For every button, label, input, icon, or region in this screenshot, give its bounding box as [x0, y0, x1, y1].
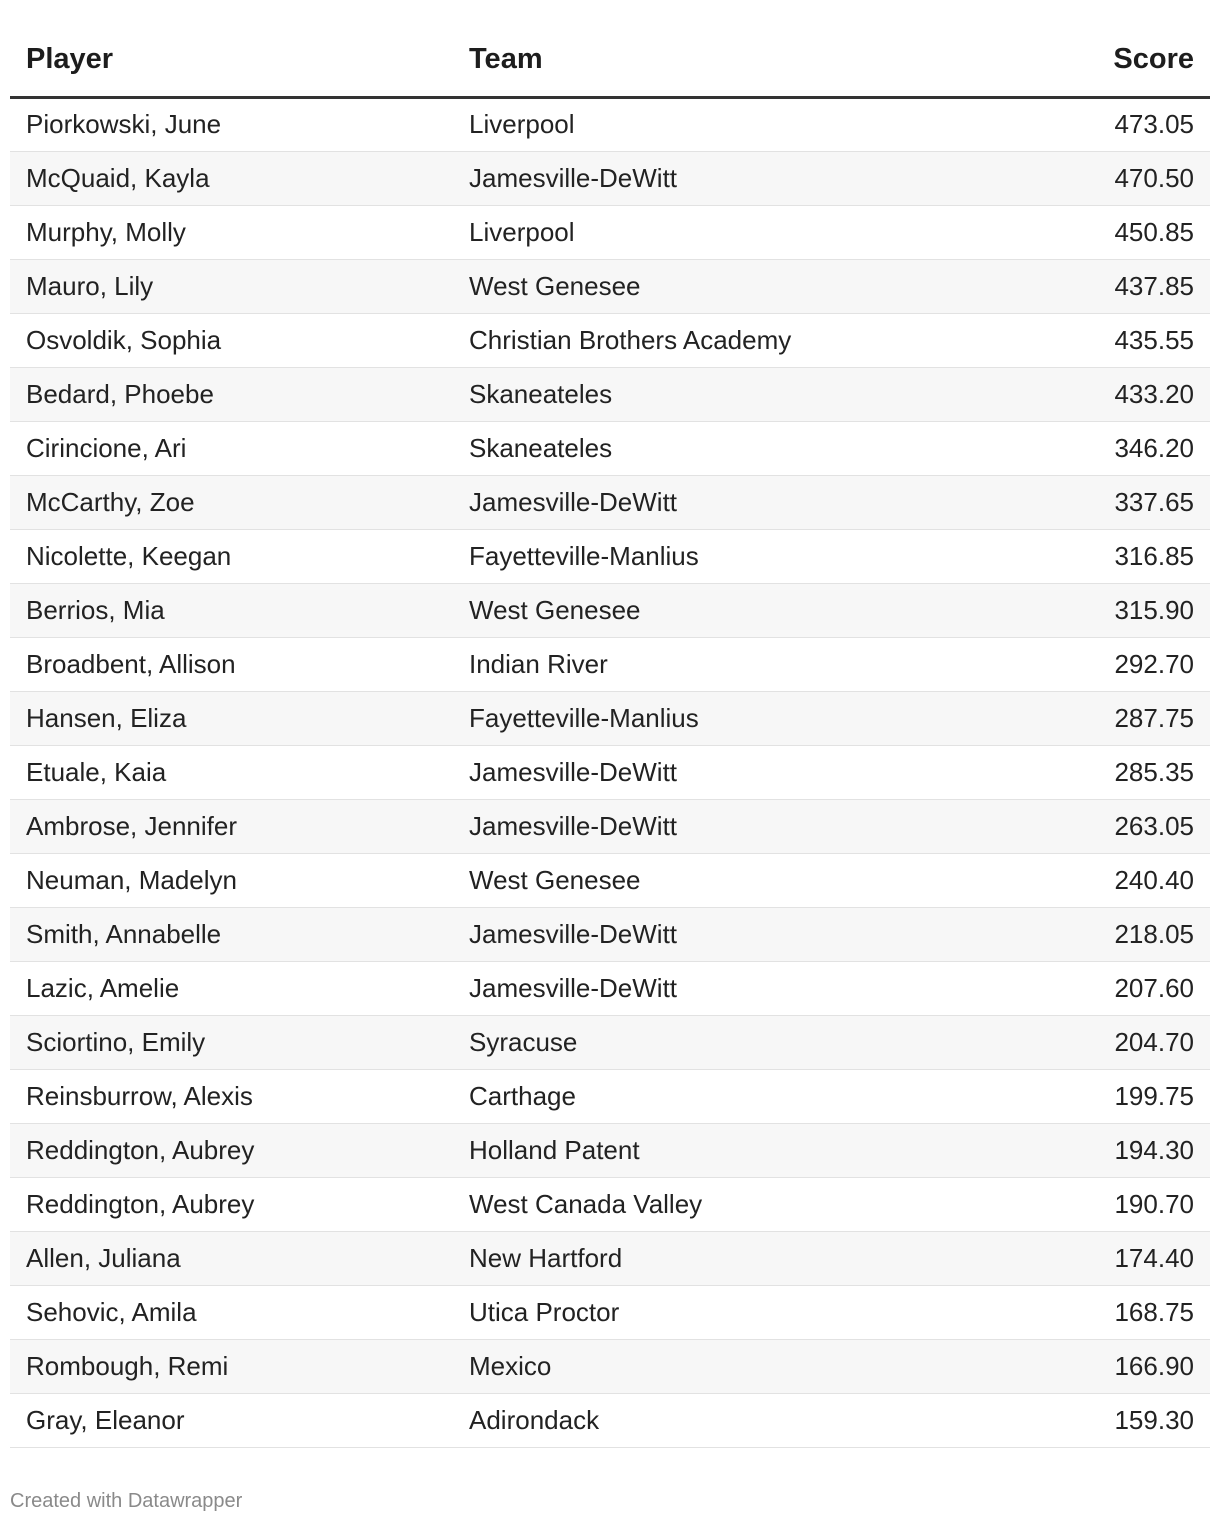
table-row [10, 799, 1210, 853]
player-name-cell: Mauro, Lily [10, 259, 453, 313]
table-row [10, 367, 1210, 421]
table-row [10, 205, 1210, 259]
scores-table [10, 30, 1210, 1448]
team-name-cell: Jamesville-DeWitt [453, 961, 993, 1015]
score-cell: 315.90 [993, 583, 1210, 637]
score-cell: 287.75 [993, 691, 1210, 745]
player-name-cell: Osvoldik, Sophia [10, 313, 453, 367]
team-name-cell: Carthage [453, 1069, 993, 1123]
table-row [10, 259, 1210, 313]
player-name-cell: Sciortino, Emily [10, 1015, 453, 1069]
table-row [10, 151, 1210, 205]
player-name-cell: Broadbent, Allison [10, 637, 453, 691]
table-row [10, 475, 1210, 529]
team-name-cell: Liverpool [453, 205, 993, 259]
score-cell: 199.75 [993, 1069, 1210, 1123]
team-name-cell: Jamesville-DeWitt [453, 745, 993, 799]
score-cell: 437.85 [993, 259, 1210, 313]
score-cell: 346.20 [993, 421, 1210, 475]
table-row [10, 853, 1210, 907]
team-name-cell: Holland Patent [453, 1123, 993, 1177]
table-row [10, 691, 1210, 745]
score-cell: 435.55 [993, 313, 1210, 367]
team-name-cell: Jamesville-DeWitt [453, 799, 993, 853]
team-name-cell: West Canada Valley [453, 1177, 993, 1231]
player-name-cell: Smith, Annabelle [10, 907, 453, 961]
column-header-score[interactable]: Score [993, 30, 1210, 97]
score-cell: 159.30 [993, 1393, 1210, 1447]
player-name-cell: Reddington, Aubrey [10, 1177, 453, 1231]
team-name-cell: Syracuse [453, 1015, 993, 1069]
team-name-cell: Fayetteville-Manlius [453, 529, 993, 583]
team-name-cell: Indian River [453, 637, 993, 691]
score-cell: 190.70 [993, 1177, 1210, 1231]
table-row [10, 583, 1210, 637]
score-cell: 168.75 [993, 1285, 1210, 1339]
score-cell: 263.05 [993, 799, 1210, 853]
table-row [10, 529, 1210, 583]
team-name-cell: Jamesville-DeWitt [453, 475, 993, 529]
score-cell: 470.50 [993, 151, 1210, 205]
column-header-player[interactable]: Player [10, 30, 453, 97]
score-cell: 285.35 [993, 745, 1210, 799]
table-row [10, 421, 1210, 475]
datawrapper-credit: Created with Datawrapper [10, 1490, 243, 1512]
player-name-cell: Reinsburrow, Alexis [10, 1069, 453, 1123]
score-cell: 473.05 [993, 97, 1210, 151]
team-name-cell: Skaneateles [453, 367, 993, 421]
player-name-cell: Reddington, Aubrey [10, 1123, 453, 1177]
scores-table-container [10, 30, 1210, 1448]
table-row [10, 1069, 1210, 1123]
player-name-cell: Etuale, Kaia [10, 745, 453, 799]
team-name-cell: West Genesee [453, 259, 993, 313]
player-name-cell: Neuman, Madelyn [10, 853, 453, 907]
table-row [10, 1123, 1210, 1177]
player-name-cell: McQuaid, Kayla [10, 151, 453, 205]
table-row [10, 1015, 1210, 1069]
player-name-cell: Berrios, Mia [10, 583, 453, 637]
score-cell: 450.85 [993, 205, 1210, 259]
score-cell: 166.90 [993, 1339, 1210, 1393]
column-header-team[interactable]: Team [453, 30, 993, 97]
team-name-cell: West Genesee [453, 583, 993, 637]
player-name-cell: Gray, Eleanor [10, 1393, 453, 1447]
team-name-cell: Christian Brothers Academy [453, 313, 993, 367]
player-name-cell: Lazic, Amelie [10, 961, 453, 1015]
team-name-cell: West Genesee [453, 853, 993, 907]
player-name-cell: Nicolette, Keegan [10, 529, 453, 583]
table-body [10, 97, 1210, 1447]
table-row [10, 1231, 1210, 1285]
score-cell: 337.65 [993, 475, 1210, 529]
team-name-cell: New Hartford [453, 1231, 993, 1285]
table-row [10, 1285, 1210, 1339]
team-name-cell: Jamesville-DeWitt [453, 151, 993, 205]
table-row [10, 637, 1210, 691]
header-row [10, 30, 1210, 97]
table-header [10, 30, 1210, 97]
table-row [10, 907, 1210, 961]
player-name-cell: Piorkowski, June [10, 97, 453, 151]
player-name-cell: Allen, Juliana [10, 1231, 453, 1285]
score-cell: 240.40 [993, 853, 1210, 907]
player-name-cell: Bedard, Phoebe [10, 367, 453, 421]
score-cell: 218.05 [993, 907, 1210, 961]
team-name-cell: Skaneateles [453, 421, 993, 475]
team-name-cell: Utica Proctor [453, 1285, 993, 1339]
player-name-cell: Sehovic, Amila [10, 1285, 453, 1339]
table-row [10, 1339, 1210, 1393]
score-cell: 174.40 [993, 1231, 1210, 1285]
score-cell: 204.70 [993, 1015, 1210, 1069]
table-row [10, 97, 1210, 151]
table-row [10, 1177, 1210, 1231]
table-row [10, 961, 1210, 1015]
score-cell: 292.70 [993, 637, 1210, 691]
score-cell: 194.30 [993, 1123, 1210, 1177]
table-row [10, 745, 1210, 799]
team-name-cell: Fayetteville-Manlius [453, 691, 993, 745]
player-name-cell: Ambrose, Jennifer [10, 799, 453, 853]
team-name-cell: Jamesville-DeWitt [453, 907, 993, 961]
score-cell: 207.60 [993, 961, 1210, 1015]
table-row [10, 313, 1210, 367]
team-name-cell: Adirondack [453, 1393, 993, 1447]
player-name-cell: McCarthy, Zoe [10, 475, 453, 529]
score-cell: 433.20 [993, 367, 1210, 421]
player-name-cell: Murphy, Molly [10, 205, 453, 259]
player-name-cell: Cirincione, Ari [10, 421, 453, 475]
score-cell: 316.85 [993, 529, 1210, 583]
team-name-cell: Mexico [453, 1339, 993, 1393]
team-name-cell: Liverpool [453, 97, 993, 151]
player-name-cell: Rombough, Remi [10, 1339, 453, 1393]
table-row [10, 1393, 1210, 1447]
player-name-cell: Hansen, Eliza [10, 691, 453, 745]
